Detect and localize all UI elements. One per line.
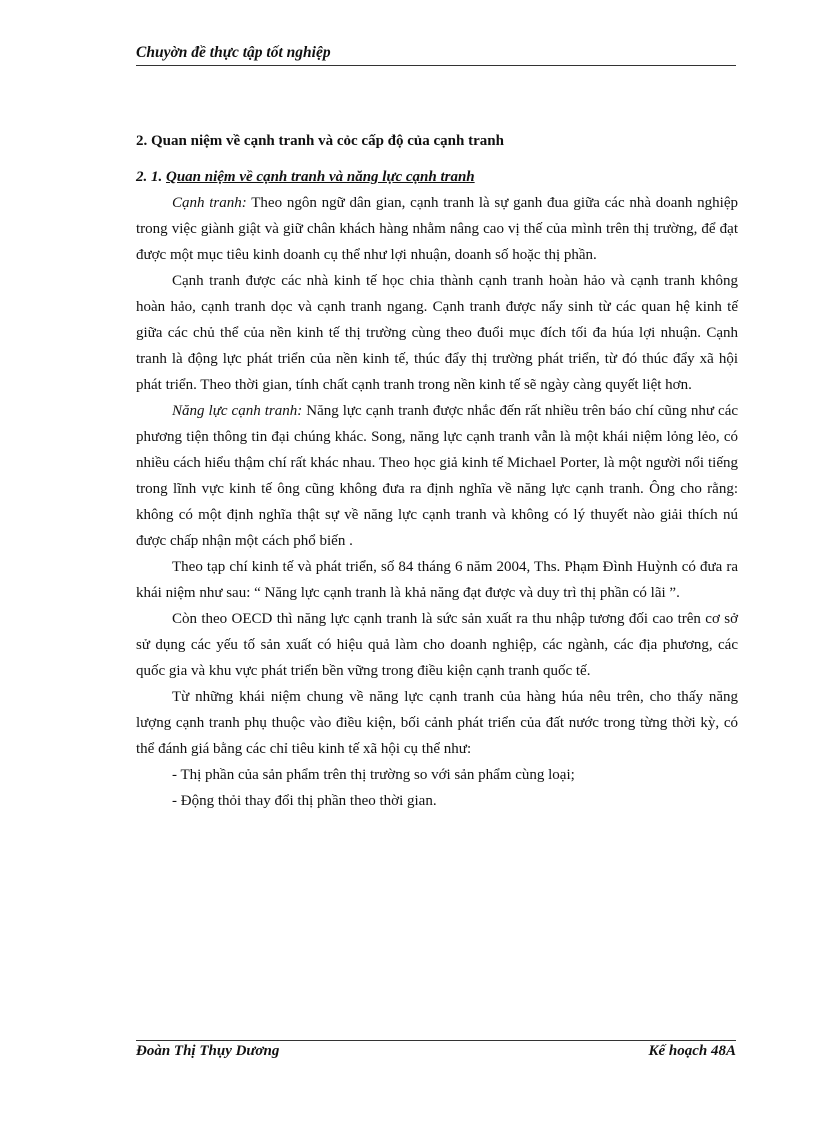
page-footer xyxy=(136,1040,736,1060)
section-heading: 2. Quan niệm về cạnh tranh và cỏc cấp độ của cạnh tranh xyxy=(136,133,504,149)
paragraph-text: Năng lực cạnh tranh được nhắc đến rất nhiều trên báo chí cũng như các phương tiện thông tin đại chúng khác. Song, năng lực cạnh tranh vẫn là một khái niệm lỏng lẻo, có nhiều cách hiểu thậm chí rất khác nhau. Theo học giả kinh tế Michael Porter, là một người nổi tiếng trong lĩnh vực kinh tế ông cũng không đưa ra định nghĩa về năng lực cạnh tranh. Ông cho rằng: không có một định nghĩa thật sự về năng lực cạnh tranh và không có lý thuyết nào giải thích nú được chấp nhận một cách phổ biến . xyxy=(136,403,739,549)
paragraph-criteria-intro: Từ những khái niệm chung về năng lực cạnh tranh của hàng húa nêu trên, cho thấy năng lượng cạnh tranh phụ thuộc vào điều kiện, bối cảnh phát triển của đất nước trong từng thời kỳ, có thể đánh giá bằng các chỉ tiêu kinh tế xã hội cụ thể như: xyxy=(136,689,738,757)
page-header-title: Chuyờn đề thực tập tốt nghiệp xyxy=(136,44,736,66)
subsection-title: Quan niệm về cạnh tranh và năng lực cạnh tranh xyxy=(166,169,475,185)
term-competitiveness: Năng lực cạnh tranh: xyxy=(172,403,303,419)
footer-class: Kế hoạch 48A xyxy=(648,1043,736,1059)
document-body xyxy=(136,128,738,814)
paragraph-oecd-definition: Còn theo OECD thì năng lực cạnh tranh là sức sản xuất ra thu nhập tương đối cao trên cơ sở sử dụng các yếu tố sản xuất có hiệu quả làm cho doanh nghiệp, các ngành, các địa phương, các quốc gia và khu vực phát triển bền vững trong điều kiện cạnh tranh quốc tế. xyxy=(136,611,738,679)
paragraph-competition-types: Cạnh tranh được các nhà kinh tế học chia thành cạnh tranh hoàn hảo và cạnh tranh không hoàn hảo, cạnh tranh dọc và cạnh tranh ngang. Cạnh tranh được nẩy sinh từ các quan hệ kinh tế giữa các chủ thể của nền kinh tế thị trường cùng theo đuổi mục đích tối đa húa lợi nhuận. Cạnh tranh là động lực phát triển của nền kinh tế, thúc đẩy thị trường phát triển, từ đó thúc đẩy xã hội phát triển. Theo thời gian, tính chất cạnh tranh trong nền kinh tế sẽ ngày càng quyết liệt hơn. xyxy=(136,273,738,393)
subsection-number: 2. 1. xyxy=(136,169,163,185)
paragraph-text: Theo ngôn ngữ dân gian, cạnh tranh là sự ganh đua giữa các nhà doanh nghiệp trong việc giành giật và giữ chân khách hàng nhằm nâng cao vị thế của mình trên thị trường, để đạt được một mục tiêu kinh doanh cụ thể như lợi nhuận, doanh số hoặc thị phần. xyxy=(136,195,738,263)
footer-author: Đoàn Thị Thụy Dương xyxy=(136,1043,280,1059)
paragraph-journal-definition: Theo tạp chí kinh tế và phát triển, số 84 tháng 6 năm 2004, Ths. Phạm Đình Huỳnh có đưa ra khái niệm như sau: “ Năng lực cạnh tranh là khả năng đạt được và duy trì thị phần có lãi ”. xyxy=(136,559,738,601)
paragraph-definition-competition xyxy=(136,190,738,268)
subsection-heading xyxy=(136,164,738,190)
paragraph-definition-competitiveness xyxy=(136,398,738,554)
list-item: - Động thỏi thay đổi thị phần theo thời gian. xyxy=(172,793,437,809)
term-competition: Cạnh tranh: xyxy=(172,195,247,211)
list-item: - Thị phần của sản phẩm trên thị trường so với sản phẩm cùng loại; xyxy=(172,767,575,783)
